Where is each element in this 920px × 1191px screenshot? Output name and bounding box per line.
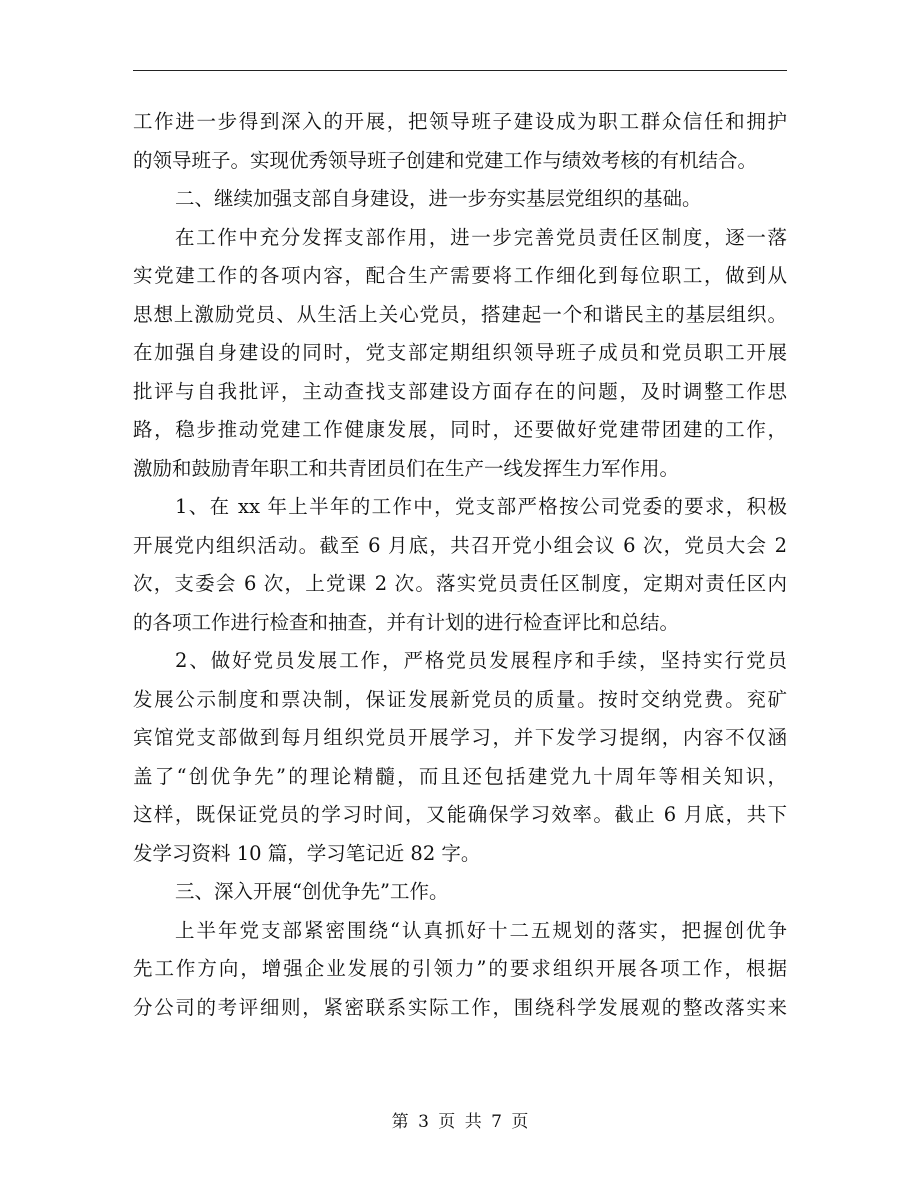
text-line: 二、继续加强支部自身建设，进一步夯实基层党组织的基础。 [175, 187, 702, 210]
text-line: 在加强自身建设的同时，党支部定期组织领导班子成员和党员职工开展 [133, 341, 787, 364]
document-body [133, 103, 787, 1027]
text-line: 盖了“创优争先”的理论精髓，而且还包括建党九十周年等相关知识， [133, 764, 787, 788]
text-line: 开展党内组织活动。截至 6 月底，共召开党小组会议 6 次，党员大会 2 [133, 533, 787, 557]
text-line: 的领导班子。实现优秀领导班子创建和党建工作与绩效考核的有机结合。 [133, 148, 758, 172]
text-line: 分公司的考评细则，紧密联系实际工作，围绕科学发展观的整改落实来 [133, 995, 787, 1019]
text-line: 次，支委会 6 次，上党课 2 次。落实党员责任区制度，定期对责任区内 [133, 572, 787, 595]
text-line: 三、深入开展“创优争先”工作。 [175, 880, 449, 903]
text-line: 这样，既保证党员的学习时间，又能确保学习效率。截止 6 月底，共下 [133, 803, 787, 826]
text-line: 思想上激励党员、从生活上关心党员，搭建起一个和谐民主的基层组织。 [133, 302, 787, 326]
text-line: 宾馆党支部做到每月组织党员开展学习，并下发学习提纲，内容不仅涵 [133, 726, 787, 749]
text-line: 实党建工作的各项内容，配合生产需要将工作细化到每位职工，做到从 [133, 264, 787, 287]
text-line: 的各项工作进行检查和抽查，并有计划的进行检查评比和总结。 [133, 610, 680, 634]
text-line: 激励和鼓励青年职工和共青团员们在生产一线发挥生力军作用。 [133, 456, 680, 480]
text-line: 发展公示制度和票决制，保证发展新党员的质量。按时交纳党费。兖矿 [133, 687, 787, 711]
page-number-footer: 第 3 页 共 7 页 [391, 1112, 529, 1132]
text-line: 1、在 xx 年上半年的工作中，党支部严格按公司党委的要求，积极 [175, 495, 787, 518]
text-line: 2、做好党员发展工作，严格党员发展程序和手续，坚持实行党员 [175, 649, 787, 672]
text-line: 上半年党支部紧密围绕“认真抓好十二五规划的落实，把握创优争 [175, 918, 787, 942]
text-line: 在工作中充分发挥支部作用，进一步完善党员责任区制度，逐一落 [175, 225, 787, 249]
text-line: 批评与自我批评，主动查找支部建设方面存在的问题，及时调整工作思 [133, 379, 787, 403]
text-line: 发学习资料 10 篇，学习笔记近 82 字。 [133, 841, 481, 865]
text-line: 工作进一步得到深入的开展，把领导班子建设成为职工群众信任和拥护 [133, 110, 787, 133]
text-line: 路，稳步推动党建工作健康发展，同时，还要做好党建带团建的工作， [133, 418, 787, 441]
header-rule [133, 70, 787, 71]
text-line: 先工作方向，增强企业发展的引领力”的要求组织开展各项工作，根据 [133, 957, 787, 980]
